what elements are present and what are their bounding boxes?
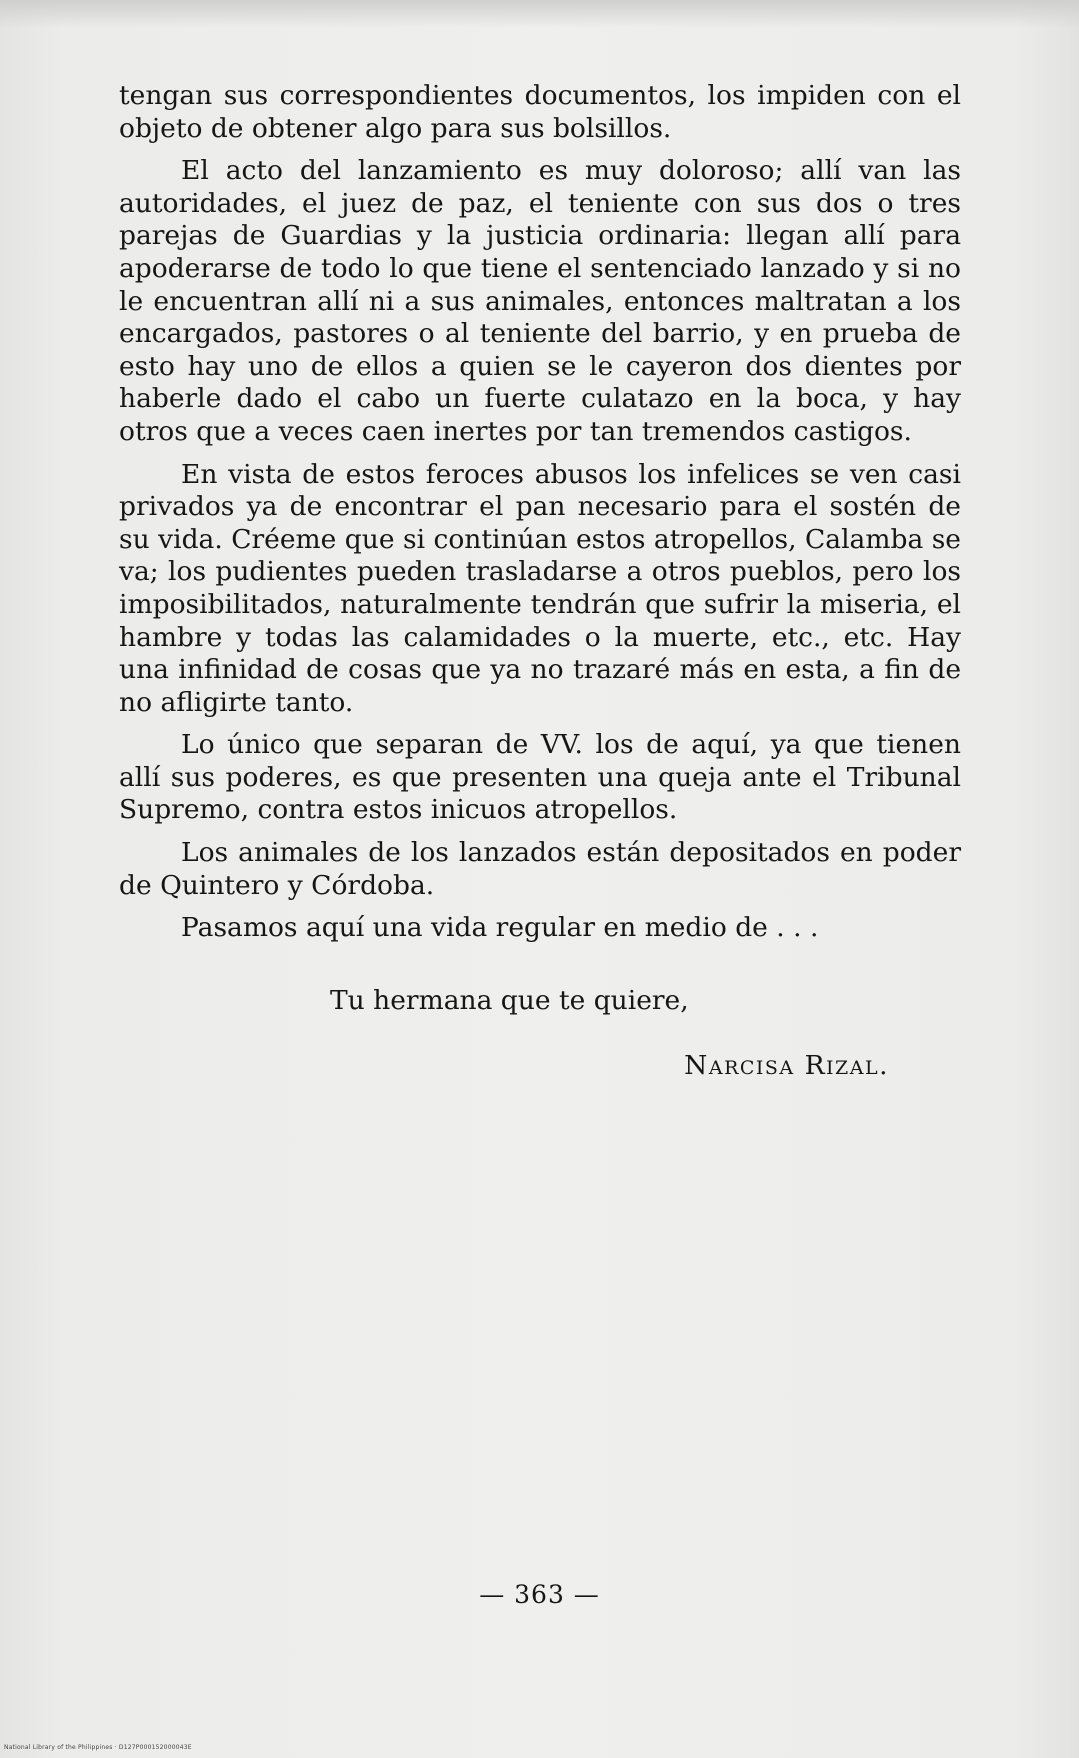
letter-closing: Tu hermana que te quiere, [330,985,689,1016]
paragraph-lanzamiento: El acto del lanzamiento es muy doloroso; allí van las autoridades, el juez de paz, el teniente con sus dos o tres parejas de Guardias y la justicia ordinaria: llegan allí para apoderarse de todo lo que tiene el sentenciado lanzado y si no le encuentran allí ni a sus animales, entonces maltratan a los encargados, pastores o al teniente del barrio, y en prueba de esto hay uno de ellos a quien se le cayeron dos dientes por haberle dado el cabo un fuerte culatazo en la boca, y hay otros que a veces caen inertes por tan tremendos castigos. [119,155,961,447]
letter-body [119,80,961,955]
letter-signature: Narcisa Rizal. [684,1050,889,1081]
paragraph-vida: Pasamos aquí una vida regular en medio de . . . [181,912,819,944]
paragraph-continuation: tengan sus correspondientes documentos, los impiden con el objeto de obtener algo para sus bolsillos. [119,80,961,144]
paragraph-abusos: En vista de estos feroces abusos los infelices se ven casi privados ya de encontrar el pan necesario para el sostén de su vida. Créeme que si continúan estos atropellos, Calamba se va; los pudientes pueden trasladarse a otros pueblos, pero los imposibilitados, naturalmente tendrán que sufrir la miseria, el hambre y todas las calamidades o la muerte, etc., etc. Hay una infinidad de cosas que ya no trazaré más en esta, a fin de no afligirte tanto. [119,458,961,718]
paragraph-queja: Lo único que separan de VV. los de aquí, ya que tienen allí sus poderes, es que presenten una queja ante el Tribunal Supremo, contra estos inicuos atropellos. [119,729,961,826]
scan-top-shadow [0,0,1079,28]
scan-footer-note: National Library of the Philippines · D127P000152000043E [4,1744,192,1751]
page-number: — 363 — [479,1580,600,1609]
paragraph-animales: Los animales de los lanzados están depositados en poder de Quintero y Córdoba. [119,837,961,901]
